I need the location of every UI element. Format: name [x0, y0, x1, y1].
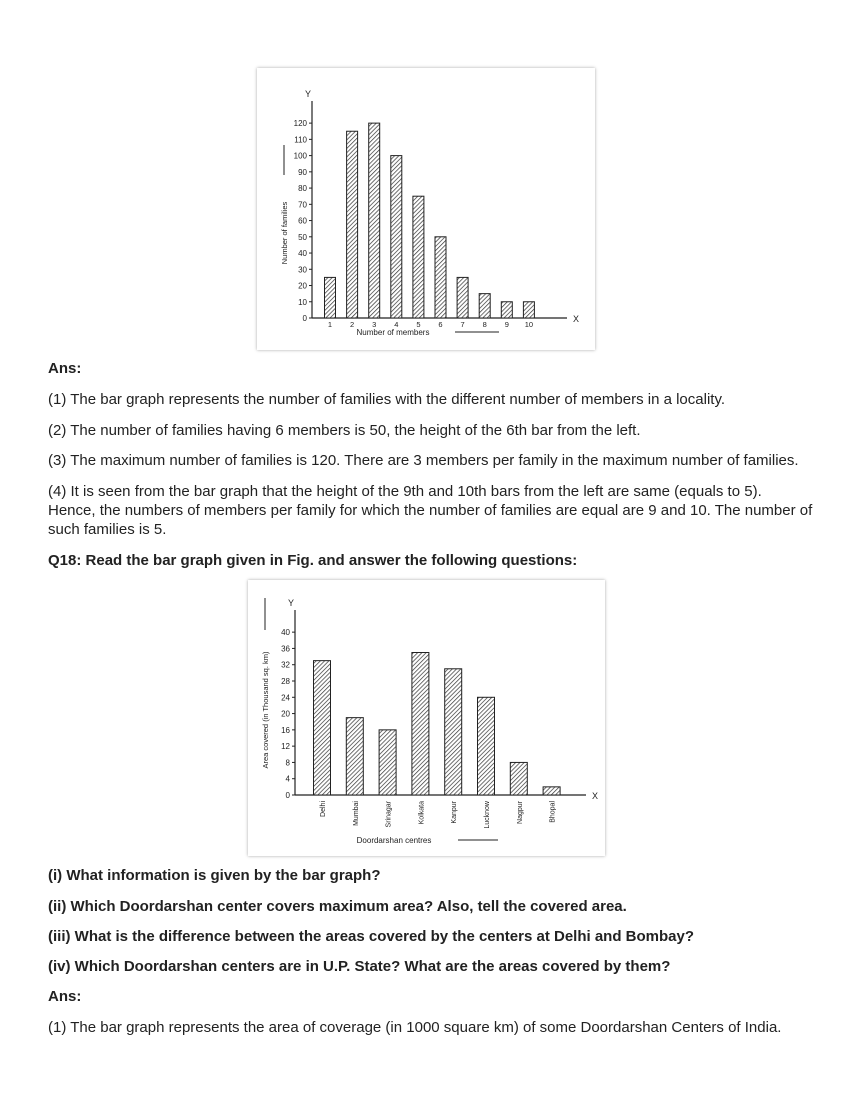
- y-tick-label: 12: [281, 742, 290, 752]
- question-ii: (ii) Which Doordarshan center covers maximum area? Also, tell the covered area.: [48, 898, 627, 915]
- answer-heading-2: Ans:: [48, 988, 82, 1005]
- y-tick-label: 40: [298, 249, 307, 259]
- families-bar-chart-svg: [257, 68, 595, 350]
- x-tick-label: 7: [460, 320, 465, 329]
- y-tick-label: 90: [298, 167, 307, 177]
- answer-point-3: (3) The maximum number of families is 120. There are 3 members per family in the maximum number of families.: [48, 452, 799, 469]
- bar: [435, 237, 446, 318]
- y-tick-label: 20: [298, 281, 307, 291]
- y-tick-label: 4: [285, 774, 290, 784]
- x-tick-label: 8: [482, 320, 487, 329]
- x-tick-label: Kanpur: [451, 801, 459, 824]
- x-tick-label: 6: [438, 320, 443, 329]
- y-axis-letter: Y: [287, 598, 295, 608]
- y-tick-label: 110: [294, 135, 307, 145]
- y-tick-label: 0: [302, 314, 307, 323]
- y-tick-label: 60: [298, 216, 307, 226]
- bar: [369, 123, 380, 318]
- y-tick-label: 8: [285, 758, 290, 768]
- answer-point-4-line-3: such families is 5.: [48, 521, 167, 538]
- x-tick-label: Delhi: [320, 801, 327, 817]
- bar: [347, 131, 358, 318]
- answer-heading: Ans:: [48, 360, 82, 377]
- bar: [479, 294, 490, 318]
- x-tick-label: Bhopal: [549, 801, 557, 823]
- y-axis-letter: Y: [304, 89, 312, 99]
- bar: [314, 661, 331, 795]
- y-tick-label: 24: [281, 693, 290, 703]
- x-tick-label: 4: [394, 320, 399, 329]
- x-tick-label: Srinagar: [385, 801, 393, 828]
- x-axis-letter: X: [592, 791, 599, 801]
- x-tick-label: Nagpur: [516, 801, 524, 824]
- y-tick-label: 40: [281, 628, 290, 638]
- y-tick-label: 70: [298, 200, 307, 210]
- y-axis-label: Number of families: [280, 201, 289, 265]
- answer-point-1: (1) The bar graph represents the number of families with the different number of members in a locality.: [48, 391, 725, 408]
- bar: [510, 762, 527, 795]
- answer-point-4-line-2: Hence, the numbers of members per family for which the number of families are equal are 9 and 10. The number of: [48, 502, 813, 519]
- bar: [523, 302, 534, 318]
- bar: [501, 302, 512, 318]
- y-tick-label: 0: [285, 791, 290, 800]
- bar: [478, 697, 495, 795]
- x-axis-letter: X: [573, 314, 580, 324]
- y-tick-label: 50: [298, 232, 307, 242]
- x-tick-label: Lucknow: [484, 801, 491, 829]
- answer-point-2: (2) The number of families having 6 members is 50, the height of the 6th bar from the left.: [48, 422, 641, 439]
- y-tick-label: 10: [298, 297, 307, 307]
- y-tick-label: 28: [281, 677, 290, 686]
- bar: [379, 730, 396, 795]
- doordarshan-bar-chart-svg: [248, 580, 605, 856]
- y-axis-label: Area covered (in Thousand sq. km): [261, 651, 270, 769]
- x-tick-label: Mumbai: [352, 801, 360, 826]
- answer-point-q18-1: (1) The bar graph represents the area of coverage (in 1000 square km) of some Doordarshan Centers of India.: [48, 1019, 782, 1036]
- x-tick-label: 10: [524, 320, 534, 329]
- x-axis-label: Number of members: [356, 328, 430, 337]
- bar: [391, 156, 402, 318]
- bar: [412, 653, 429, 796]
- x-axis-label: Doordarshan centres: [356, 836, 432, 845]
- bar: [325, 277, 336, 318]
- question-iii: (iii) What is the difference between the areas covered by the centers at Delhi and Bombay?: [48, 928, 695, 945]
- y-tick-label: 120: [293, 119, 307, 129]
- y-tick-label: 30: [298, 265, 307, 275]
- x-tick-label: 9: [504, 320, 509, 329]
- y-tick-label: 80: [298, 184, 307, 194]
- y-tick-label: 20: [281, 709, 290, 719]
- bar: [445, 669, 462, 795]
- bar: [413, 196, 424, 318]
- question-18-heading: Q18: Read the bar graph given in Fig. and answer the following questions:: [48, 552, 578, 569]
- x-tick-label: Kolkata: [418, 801, 426, 825]
- question-i: (i) What information is given by the bar graph?: [48, 867, 381, 884]
- bar: [543, 787, 560, 795]
- y-tick-label: 100: [293, 151, 307, 161]
- question-iv: (iv) Which Doordarshan centers are in U.P. State? What are the areas covered by them?: [48, 958, 671, 975]
- x-tick-label: 3: [372, 320, 377, 329]
- doordarshan-bar-graph: [248, 580, 605, 856]
- x-tick-label: 5: [416, 320, 421, 329]
- answer-point-4-line-1: (4) It is seen from the bar graph that the height of the 9th and 10th bars from the left are same (equals to 5).: [48, 483, 762, 500]
- bar: [457, 277, 468, 318]
- families-bar-graph: [257, 68, 595, 350]
- x-tick-label: 1: [327, 320, 333, 329]
- y-tick-label: 16: [281, 725, 290, 735]
- y-tick-label: 32: [281, 660, 290, 670]
- y-tick-label: 36: [281, 644, 290, 654]
- bar: [346, 718, 363, 795]
- x-tick-label: 2: [350, 320, 355, 329]
